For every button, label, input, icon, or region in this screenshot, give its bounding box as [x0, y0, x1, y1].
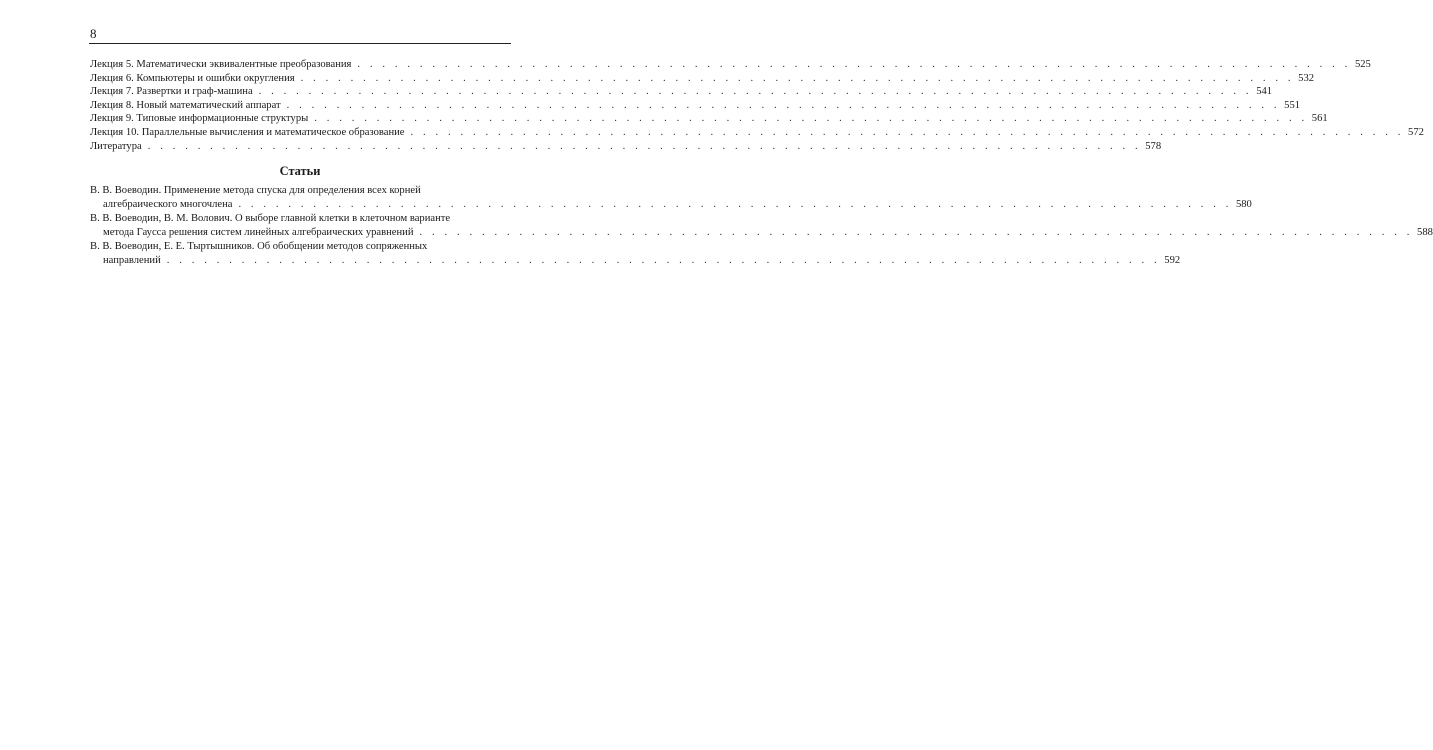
article-entry[interactable] — [90, 184, 1252, 211]
lectures-list — [90, 58, 1424, 153]
toc-entry[interactable] — [90, 72, 1315, 86]
toc-leader-dots: . . . . . . . . . . . . . . . . . . . . . . . . . . . . . . . . . . . . . . . . . . . . . . . . . . . . . . . . . . . . . . . . . . . . . . . . . . . . . . . . — [300, 72, 1295, 84]
toc-entry-page: 561 — [1311, 113, 1328, 125]
toc-entry-title: Лекция 5. Математически эквивалентные преобразования — [90, 59, 352, 70]
toc-entry-title: Литература — [90, 140, 142, 152]
toc-entry[interactable] — [90, 58, 1371, 72]
toc-entry-title: Лекция 8. Новый математический аппарат — [90, 99, 281, 111]
toc-leader-dots: . . . . . . . . . . . . . . . . . . . . . . . . . . . . . . . . . . . . . . . . . . . . . . . . . . . . . . . . . . . . . . . . . . . . . . . . . . . . . . . . — [258, 86, 1253, 98]
article-title-line1: В. В. Воеводин, В. М. Волович. О выборе главной клетки в клеточном варианте — [90, 213, 451, 225]
toc-leader-dots: . . . . . . . . . . . . . . . . . . . . . . . . . . . . . . . . . . . . . . . . . . . . . . . . . . . . . . . . . . . . . . . . . . . . . . . . . . . . . . . . — [357, 59, 1351, 70]
toc-leader-dots: . . . . . . . . . . . . . . . . . . . . . . . . . . . . . . . . . . . . . . . . . . . . . . . . . . . . . . . . . . . . . . . . . . . . . . . . . . . . . . . . — [166, 254, 1161, 266]
toc-entry-title: Лекция 7. Развертки и граф-машина — [90, 86, 253, 98]
toc-entry[interactable] — [90, 85, 1273, 99]
toc-entry-title: Лекция 10. Параллельные вычисления и математическое образование — [90, 126, 405, 138]
toc-leader-dots: . . . . . . . . . . . . . . . . . . . . . . . . . . . . . . . . . . . . . . . . . . . . . . . . . . . . . . . . . . . . . . . . . . . . . . . . . . . . . . . . — [410, 126, 1405, 138]
article-entry[interactable] — [90, 240, 1181, 267]
section-heading-articles: Статьи — [279, 164, 321, 178]
toc-entry-page: 551 — [1284, 99, 1301, 111]
article-title-line2: направлений — [103, 254, 161, 266]
article-entry[interactable] — [90, 212, 1433, 239]
toc-leader-dots: . . . . . . . . . . . . . . . . . . . . . . . . . . . . . . . . . . . . . . . . . . . . . . . . . . . . . . . . . . . . . . . . . . . . . . . . . . . . . . . . — [147, 140, 1142, 152]
toc-leader-dots: . . . . . . . . . . . . . . . . . . . . . . . . . . . . . . . . . . . . . . . . . . . . . . . . . . . . . . . . . . . . . . . . . . . . . . . . . . . . . . . . — [238, 198, 1232, 210]
page-number: 8 — [90, 26, 97, 41]
toc-leader-dots: . . . . . . . . . . . . . . . . . . . . . . . . . . . . . . . . . . . . . . . . . . . . . . . . . . . . . . . . . . . . . . . . . . . . . . . . . . . . . . . . — [419, 226, 1414, 238]
toc-entry[interactable] — [90, 140, 1162, 154]
toc-entry-page: 578 — [1145, 140, 1162, 152]
toc-entry-page: 541 — [1256, 86, 1273, 98]
toc-entry-page: 572 — [1408, 126, 1424, 138]
toc-leader-dots: . . . . . . . . . . . . . . . . . . . . . . . . . . . . . . . . . . . . . . . . . . . . . . . . . . . . . . . . . . . . . . . . . . . . . . . . . . . . . . . . — [286, 99, 1281, 111]
toc-entry[interactable] — [90, 99, 1301, 113]
toc-leader-dots: . . . . . . . . . . . . . . . . . . . . . . . . . . . . . . . . . . . . . . . . . . . . . . . . . . . . . . . . . . . . . . . . . . . . . . . . . . . . . . . . — [314, 113, 1308, 125]
article-title-line2: алгебраического многочлена — [103, 198, 233, 210]
toc-entry-page: 525 — [1354, 59, 1371, 70]
header-rule — [89, 43, 511, 44]
article-title-line1: В. В. Воеводин, Е. Е. Тыртышников. Об обобщении методов сопряженных — [90, 241, 428, 253]
articles-list — [90, 184, 1433, 269]
article-page: 580 — [1235, 198, 1252, 210]
article-title-line2: метода Гаусса решения систем линейных алгебраических уравнений — [103, 226, 414, 238]
article-page: 592 — [1164, 254, 1181, 266]
article-page: 588 — [1417, 226, 1433, 238]
article-title-line1: В. В. Воеводин. Применение метода спуска для определения всех корней — [90, 185, 421, 196]
toc-entry[interactable] — [90, 112, 1328, 126]
toc-entry-page: 532 — [1298, 72, 1315, 84]
toc-entry-title: Лекция 6. Компьютеры и ошибки округления — [90, 72, 295, 84]
toc-entry-title: Лекция 9. Типовые информационные структуры — [90, 113, 309, 125]
toc-entry[interactable] — [90, 126, 1424, 140]
